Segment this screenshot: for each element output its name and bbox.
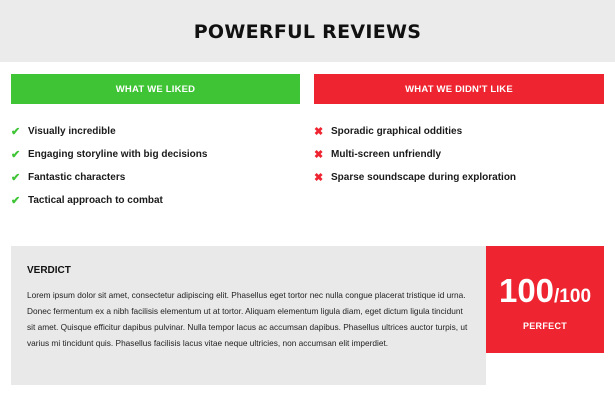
liked-item-label: Tactical approach to combat	[28, 195, 163, 206]
cross-icon: ✖	[314, 126, 324, 138]
check-icon: ✔	[11, 149, 21, 161]
check-icon: ✔	[11, 195, 21, 207]
disliked-list	[314, 120, 516, 189]
liked-header: WHAT WE LIKED	[11, 74, 300, 104]
check-icon: ✔	[11, 172, 21, 184]
liked-item	[11, 143, 207, 166]
verdict-panel	[11, 246, 486, 385]
liked-item	[11, 189, 207, 212]
liked-item-label: Visually incredible	[28, 126, 116, 137]
liked-item	[11, 120, 207, 143]
score-value: 100	[498, 272, 555, 309]
cross-icon: ✖	[314, 172, 324, 184]
liked-item	[11, 166, 207, 189]
verdict-title: VERDICT	[27, 265, 71, 276]
disliked-item-label: Sporadic graphical oddities	[331, 126, 463, 137]
liked-item-label: Engaging storyline with big decisions	[28, 149, 208, 160]
score-label: PERFECT	[522, 321, 568, 331]
cross-icon: ✖	[314, 149, 324, 161]
disliked-item	[314, 120, 516, 143]
score-max: /100	[554, 286, 592, 307]
disliked-item	[314, 143, 516, 166]
disliked-header: WHAT WE DIDN'T LIKE	[314, 74, 604, 104]
score-line	[486, 274, 604, 307]
verdict-text: Lorem ipsum dolor sit amet, consectetur adipiscing elit. Phasellus eget tortor nec nulla congue placerat tristique id urna. Donec fermentum ex a nibh facilisis elementum ut at tortor. Aliquam elementum ligula diam, eget dictum ligula tincidunt sit amet. Quisque efficitur dapibus pulvinar. Nulla tempor lacus ac accumsan dapibus. Phasellus ultrices auctor turpis, ut varius mi tincidunt quis. Phasellus facilisis lacus vitae neque ultricies, non accumsan elit imperdiet.	[27, 290, 468, 348]
liked-item-label: Fantastic characters	[28, 172, 126, 183]
score-panel	[486, 246, 604, 353]
header-bar	[0, 0, 615, 62]
disliked-item-label: Sparse soundscape during exploration	[331, 172, 517, 183]
disliked-item	[314, 166, 516, 189]
disliked-item-label: Multi-screen unfriendly	[331, 149, 442, 160]
check-icon: ✔	[11, 126, 21, 138]
liked-list	[11, 120, 207, 212]
page-title: POWERFUL REVIEWS	[193, 21, 422, 43]
